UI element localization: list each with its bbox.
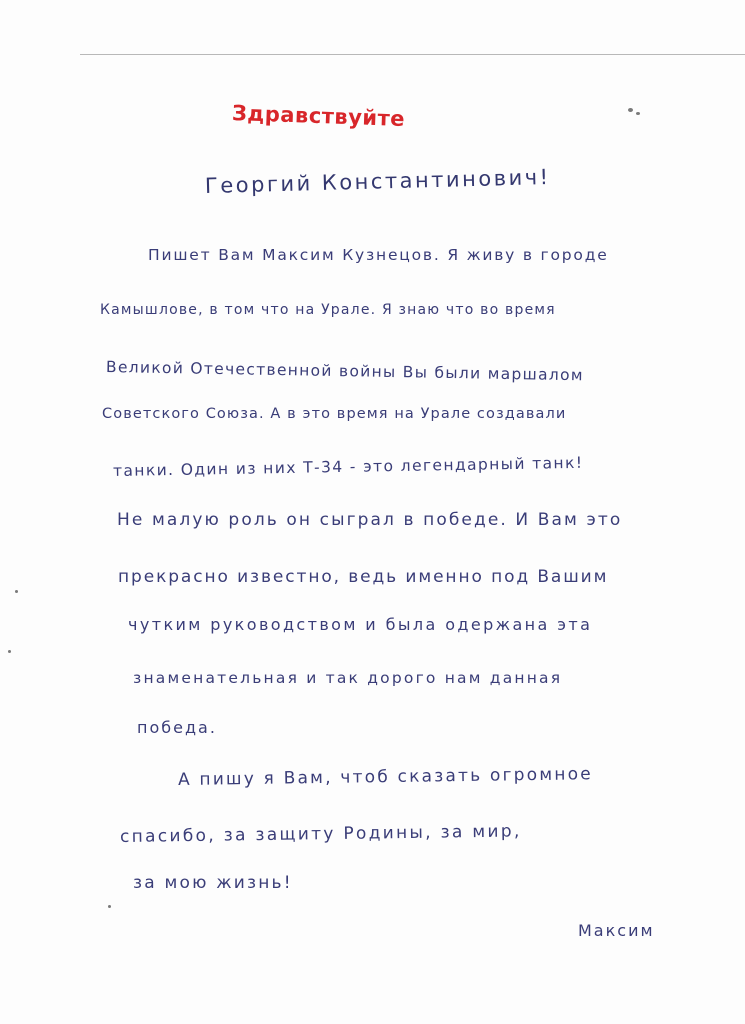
letter-line: спасибо, за защиту Родины, за мир, [119, 821, 522, 847]
paper-speck [108, 905, 111, 908]
paper-speck [628, 108, 633, 112]
letter-line: чутким руководством и была одержана эта [128, 615, 593, 634]
top-rule [80, 54, 745, 55]
letter-line: победа. [137, 718, 217, 737]
letter-line: Камышлове, в том что на Урале. Я знаю что во время [100, 302, 556, 318]
letter-line: Великой Отечественной войны Вы были маршалом [105, 358, 585, 385]
letter-line: за мою жизнь! [133, 873, 293, 893]
letter-line: знаменательная и так дорого нам данная [133, 669, 563, 687]
greeting: Здравствуйте [231, 101, 406, 132]
salutation: Георгий Константинович! [204, 164, 551, 198]
letter-line: Пишет Вам Максим Кузнецов. Я живу в городе [148, 246, 609, 264]
letter-line: Не малую роль он сыграл в победе. И Вам это [117, 510, 623, 530]
letter-line: прекрасно известно, ведь именно под Вашим [118, 567, 609, 587]
signature: Максим [578, 921, 655, 940]
letter-line: А пишу я Вам, чтоб сказать огромное [177, 764, 594, 790]
paper-speck [636, 112, 640, 115]
letter-line: танки. Один из них Т-34 - это легендарный танк! [112, 453, 584, 480]
letter-line: Советского Союза. А в это время на Урале создавали [102, 406, 567, 422]
paper-speck [15, 590, 18, 593]
paper-speck [8, 650, 11, 653]
